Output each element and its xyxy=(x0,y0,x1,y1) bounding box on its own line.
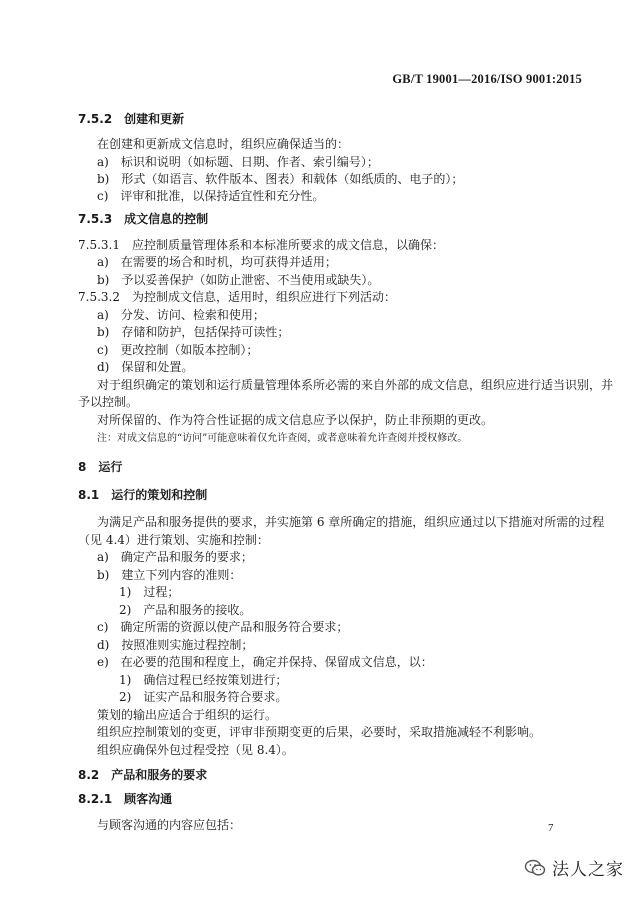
list-item: e) 在必要的范围和程度上，确定并保持、保留成文信息，以： xyxy=(97,655,433,669)
list-item: b) 予以妥善保护（如防止泄密、不当使用或缺失）。 xyxy=(97,273,380,287)
list-item: b) 存储和防护，包括保持可读性； xyxy=(97,325,290,339)
sub-list-item: 2) 证实产品和服务符合要求。 xyxy=(119,690,288,704)
paragraph: 为满足产品和服务提供的要求，并实施第 6 章所确定的措施，组织应通过以下措施对所需的过程 xyxy=(97,515,605,529)
list-item: d) 按照准则实施过程控制； xyxy=(97,638,254,652)
watermark xyxy=(524,855,624,880)
heading-7-5-2 xyxy=(78,112,184,127)
heading-number: 8.2 xyxy=(78,768,100,782)
heading-number: 7.5.3 xyxy=(78,212,113,226)
heading-title: 运行 xyxy=(98,460,123,474)
heading-number: 8.1 xyxy=(78,488,100,502)
list-item: c) 确定所需的资源以使产品和服务符合要求； xyxy=(97,620,349,634)
paragraph: 策划的输出应适合于组织的运行。 xyxy=(97,708,278,722)
paragraph: 在创建和更新成文信息时，组织应确保适当的： xyxy=(97,137,350,151)
list-item: b) 形式（如语言、软件版本、图表）和载体（如纸质的、电子的）； xyxy=(97,172,464,186)
clause-7-5-3-2: 7.5.3.2 为控制成文信息，适用时，组织应进行下列活动： xyxy=(78,290,396,304)
page-number: 7 xyxy=(548,822,554,834)
heading-number: 8.2.1 xyxy=(78,792,113,806)
list-item: a) 在需要的场合和时机，均可获得并适用； xyxy=(97,255,337,269)
heading-title: 运行的策划和控制 xyxy=(111,488,208,502)
paragraph: 与顾客沟通的内容应包括： xyxy=(97,818,242,832)
list-item: a) 确定产品和服务的要求； xyxy=(97,550,253,564)
note: 注：对成文信息的“访问”可能意味着仅允许查阅，或者意味着允许查阅并授权修改。 xyxy=(97,433,468,444)
heading-title: 顾客沟通 xyxy=(124,792,173,806)
paragraph: 组织应控制策划的变更，评审非预期变更的后果，必要时，采取措施减轻不利影响。 xyxy=(97,725,542,739)
paragraph: （见 4.4）进行策划、实施和控制： xyxy=(78,533,269,547)
paragraph: 组织应确保外包过程受控（见 8.4）。 xyxy=(97,743,294,757)
list-item: c) 更改控制（如版本控制）； xyxy=(97,343,259,357)
heading-8-2-1 xyxy=(78,792,172,807)
paragraph: 予以控制。 xyxy=(78,395,139,409)
heading-number: 7.5.2 xyxy=(78,112,113,126)
list-item: a) 标识和说明（如标题、日期、作者、索引编号）； xyxy=(97,155,379,169)
heading-number: 8 xyxy=(78,460,87,474)
sub-list-item: 1) 确信过程已经按策划进行； xyxy=(119,673,288,687)
wechat-icon xyxy=(524,858,546,878)
heading-title: 成文信息的控制 xyxy=(124,212,209,226)
heading-title: 创建和更新 xyxy=(124,112,185,126)
list-item: a) 分发、访问、检索和使用； xyxy=(97,308,265,322)
sub-list-item: 2) 产品和服务的接收。 xyxy=(119,603,252,617)
heading-8 xyxy=(78,460,122,475)
clause-7-5-3-1: 7.5.3.1 应控制质量管理体系和本标准所要求的成文信息，以确保： xyxy=(78,238,444,252)
standard-header: GB/T 19001—2016/ISO 9001:2015 xyxy=(392,72,582,86)
paragraph: 对所保留的、作为符合性证据的成文信息应予以保护，防止非预期的更改。 xyxy=(97,413,494,427)
paragraph: 对于组织确定的策划和运行质量管理体系所必需的来自外部的成文信息，组织应进行适当识别，并 xyxy=(97,378,614,392)
list-item: c) 评审和批准，以保持适宜性和充分性。 xyxy=(97,189,325,203)
watermark-text: 法人之家 xyxy=(552,860,624,880)
heading-title: 产品和服务的要求 xyxy=(111,768,208,782)
heading-8-2 xyxy=(78,768,207,783)
sub-list-item: 1) 过程； xyxy=(119,585,180,599)
heading-8-1 xyxy=(78,488,207,503)
heading-7-5-3 xyxy=(78,212,208,227)
list-item: b) 建立下列内容的准则： xyxy=(97,568,242,582)
list-item: d) 保留和处置。 xyxy=(97,360,194,374)
